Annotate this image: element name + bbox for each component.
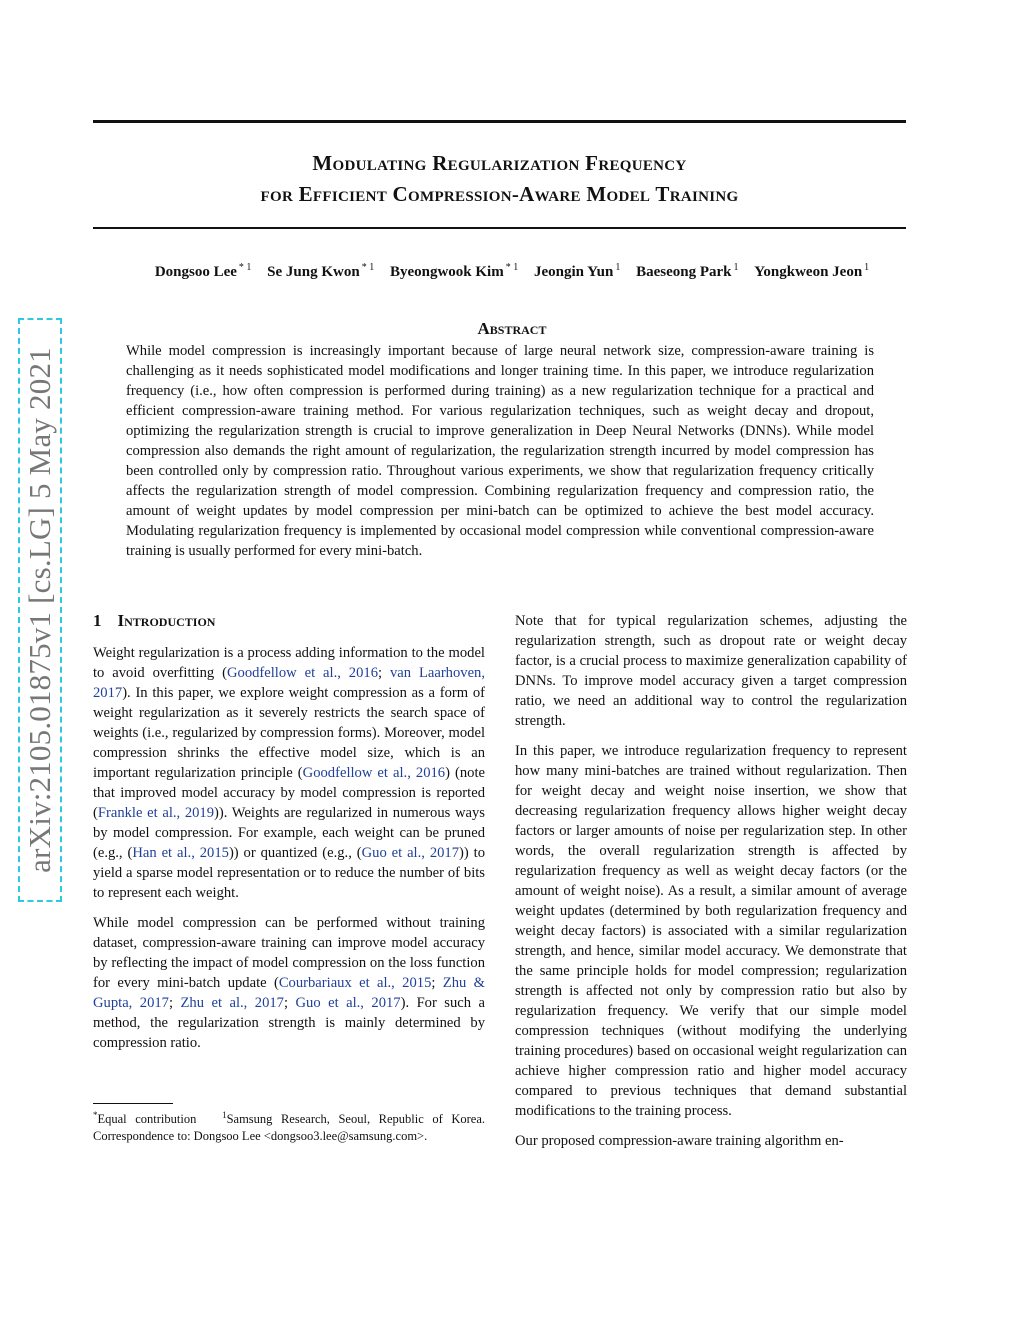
- title-line-1: Modulating Regularization Frequency: [312, 151, 687, 175]
- section-title: Introduction: [117, 611, 216, 630]
- author: Byeongwook Kim $^{* 1}$: [389, 262, 519, 280]
- section-number: 1: [93, 611, 102, 630]
- citation-link[interactable]: Han et al., 2015: [132, 845, 229, 861]
- abstract-text: While model compression is increasingly important because of large neural network size, compression-aware training is challenging as it needs sophisticated model modifications and longer training time. In this paper, we introduce regularization frequency (i.e., how often compression is performed during training) as a new regularization technique for a practical and efficient compression-aware training method. For various regularization techniques, such as weight decay and dropout, optimizing the regularization strength is crucial to improve generalization in Deep Neural Networks (DNNs). While model compression also demands the right amount of regularization, the regularization strength incurred by model compression has been controlled only by compression ratio. Throughout various experiments, we show that regularization frequency critically affects the regularization strength of model compression. Combining regularization frequency and compression ratio, the amount of weight updates by model compression per mini-batch can be optimized to achieve the best model accuracy. Modulating regularization frequency is implemented by occasional model compression while conventional compression-aware training is usually performed for every mini-batch.: [126, 343, 874, 559]
- author: Baeseong Park $^1$: [636, 262, 739, 280]
- author: Jeongin Yun $^1$: [533, 262, 621, 280]
- footnote: *Equal contribution $^1$Samsung Research, Seoul, Republic of Korea. Correspondence to: Dongsoo Lee <dongsoo3.lee@samsung.com>.: [93, 1110, 485, 1144]
- citation-link[interactable]: Guo et al., 2017: [295, 995, 401, 1011]
- author-list: [0, 262, 1024, 281]
- citation-link[interactable]: Goodfellow et al., 2016: [226, 665, 378, 681]
- paragraph: Weight regularization is a process adding information to the model to avoid overfitting (Goodfellow et al., 2016; van Laarhoven, 2017). In this paper, we explore weight compression as a form of weight regularization as it severely restricts the search space of weights (i.e., regularized by compression forms). Moreover, model compression shrinks the effective model size, which is an important regularization principle (Goodfellow et al., 2016) (note that improved model accuracy by model compression is reported (Frankle et al., 2019)). Weights are regularized in numerous ways by model compression. For example, each weight can be pruned (e.g., (Han et al., 2015)) or quantized (e.g., (Guo et al., 2017)) to yield a sparse model representation or to reduce the number of bits to represent each weight.: [93, 645, 485, 901]
- citation-link[interactable]: van Laarhoven, 2017: [93, 665, 485, 701]
- paragraph: Our proposed compression-aware training algorithm en-: [515, 1133, 844, 1149]
- title-line-2: for Efficient Compression-Aware Model Training: [260, 182, 739, 206]
- arxiv-id: arXiv:2105.01875v1 [cs.LG] 5 May 2021: [22, 347, 57, 873]
- left-column: [93, 643, 485, 1063]
- author: Dongsoo Lee $^{* 1}$: [154, 262, 252, 280]
- abstract-heading: Abstract: [477, 319, 547, 338]
- citation-link[interactable]: Zhu & Gupta, 2017: [93, 975, 485, 1011]
- citation-link[interactable]: Frankle et al., 2019: [97, 805, 215, 821]
- title-bottom-rule: [93, 227, 906, 229]
- citation-link[interactable]: Goodfellow et al., 2016: [302, 765, 446, 781]
- author: Yongkweon Jeon $^1$: [754, 262, 870, 280]
- citation-link[interactable]: Guo et al., 2017: [361, 845, 460, 861]
- citation-link[interactable]: Zhu et al., 2017: [180, 995, 284, 1011]
- right-column: [515, 611, 907, 1161]
- citation-link[interactable]: Courbariaux et al., 2015: [278, 975, 432, 991]
- title-top-rule: [93, 120, 906, 123]
- author: Se Jung Kwon $^{* 1}$: [267, 262, 375, 280]
- paragraph: While model compression can be performed without training dataset, compression-aware training can improve model accuracy by reflecting the impact of model compression on the loss function for every mini-batch update (Courbariaux et al., 2015; Zhu & Gupta, 2017; Zhu et al., 2017; Guo et al., 2017). For such a method, the regularization strength is mainly determined by compression ratio.: [93, 915, 486, 1051]
- paragraph: Note that for typical regularization schemes, adjusting the regularization strength, such as dropout rate or weight decay factor, is a crucial process to maximize generalization capability of DNNs. To improve model accuracy given a target compression ratio, we need an additional way to control the regularization strength.: [515, 613, 907, 729]
- section-heading: [93, 611, 215, 631]
- arxiv-stamp[interactable]: [18, 318, 62, 902]
- footnote-rule: [93, 1103, 173, 1104]
- paragraph: In this paper, we introduce regularization frequency to represent how many mini-batches are trained without regularization. Then for weight decay and weight noise insertion, we show that decreasing regularization frequency allows higher weight decay factors or larger amounts of noise per regularization step. In other words, the overall regularization strength is affected by regularization frequency as well as weight decay factors (or the amount of weight noise). As a result, a similar amount of average weight updates (determined by both regularization frequency and weight decay factors) is associated with a similar regularization strength, and hence, similar model accuracy. We demonstrate that the same principle holds for model compression; regularization strength is affected not only by compression ratio but also by regularization frequency. We verify that our simple model compression techniques (without modifying the underlying training procedures) based on occasional weight regularization can achieve higher compression ratio and higher model accuracy compared to previous techniques that demand substantial modifications to the training process.: [515, 743, 907, 1119]
